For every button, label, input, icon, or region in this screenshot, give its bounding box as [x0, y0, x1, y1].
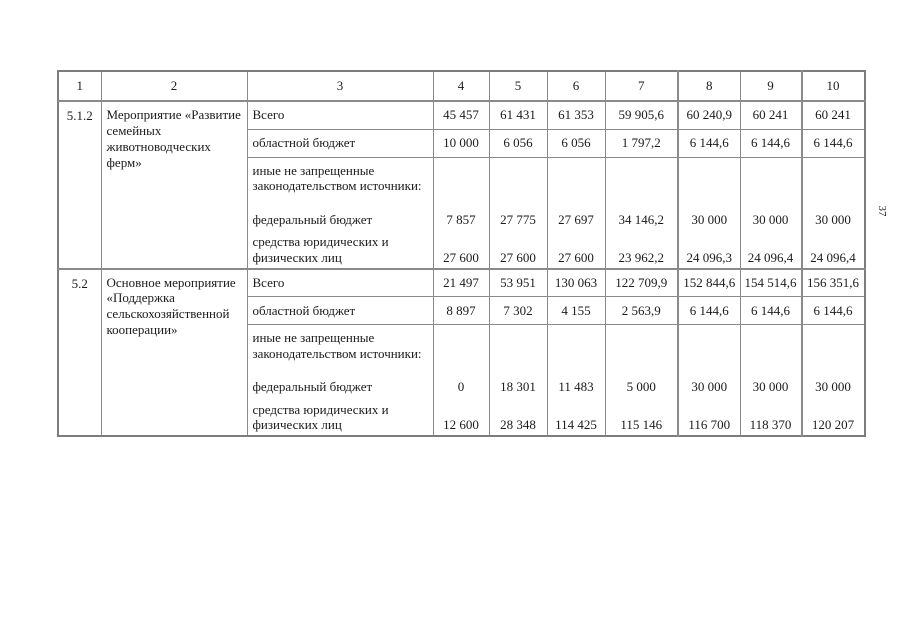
table-header-row — [58, 71, 865, 101]
value-cell: 59 905,6 — [605, 101, 678, 129]
value-cell: 61 353 — [547, 101, 605, 129]
value-cell — [740, 325, 802, 437]
other-sources-intro: иные не запрещенные законодательством источники: — [252, 162, 422, 194]
value-cell — [547, 325, 605, 437]
value-cell: 45 457 — [433, 101, 489, 129]
value-cell: 8 897 — [433, 297, 489, 325]
column-header-10: 10 — [802, 71, 865, 101]
value: 27 600 — [558, 249, 594, 265]
value-cell: 61 431 — [489, 101, 547, 129]
private-funds-label: средства юридических и физических лиц — [252, 234, 389, 265]
value: 12 600 — [443, 417, 479, 433]
value: 30 000 — [815, 379, 851, 394]
value: 30 000 — [691, 211, 728, 227]
value-cell: 156 351,6 — [802, 269, 865, 297]
value-cell — [678, 325, 740, 437]
value-cell — [605, 325, 678, 437]
value: 30 000 — [691, 379, 728, 394]
value: 30 000 — [815, 211, 851, 227]
value-cell: 6 144,6 — [678, 297, 740, 325]
value: 23 962,2 — [618, 249, 664, 265]
column-header-4: 4 — [433, 71, 489, 101]
page-number: 37 — [876, 205, 888, 217]
value-cell: 152 844,6 — [678, 269, 740, 297]
column-header-1: 1 — [58, 71, 101, 101]
value-cell: 60 241 — [740, 101, 802, 129]
value: 5 000 — [626, 379, 656, 394]
value: 24 096,3 — [686, 249, 732, 265]
source-label: областной бюджет — [247, 129, 433, 157]
value-cell: 10 000 — [433, 129, 489, 157]
value: 30 000 — [752, 211, 789, 227]
value-cell: 6 144,6 — [678, 129, 740, 157]
value-cell: 130 063 — [547, 269, 605, 297]
column-header-7: 7 — [605, 71, 678, 101]
value-cell — [802, 157, 865, 269]
value-cell: 1 797,2 — [605, 129, 678, 157]
budget-table — [57, 70, 866, 437]
other-sources-cell — [247, 157, 433, 269]
item-code: 5.2 — [58, 269, 101, 437]
value: 30 000 — [752, 379, 789, 394]
table-row — [58, 269, 865, 297]
federal-budget-label: федеральный бюджет — [252, 211, 373, 227]
column-header-3: 3 — [247, 71, 433, 101]
value-cell: 60 241 — [802, 101, 865, 129]
value-cell — [433, 325, 489, 437]
value-cell — [740, 157, 802, 269]
column-header-9: 9 — [740, 71, 802, 101]
value-cell — [547, 157, 605, 269]
value-cell — [489, 325, 547, 437]
federal-budget-label: федеральный бюджет — [252, 379, 373, 394]
value-cell: 6 144,6 — [802, 129, 865, 157]
other-sources-intro: иные не запрещенные законодательством источники: — [252, 330, 422, 361]
value-cell: 6 056 — [489, 129, 547, 157]
value-cell — [802, 325, 865, 437]
value: 7 857 — [446, 211, 476, 227]
value: 115 146 — [620, 417, 663, 433]
value: 28 348 — [500, 417, 536, 433]
value: 118 370 — [749, 417, 792, 433]
source-label: областной бюджет — [247, 297, 433, 325]
column-header-8: 8 — [678, 71, 740, 101]
value: 27 775 — [500, 211, 536, 227]
value-cell — [605, 157, 678, 269]
value-cell: 6 144,6 — [740, 297, 802, 325]
value-cell: 4 155 — [547, 297, 605, 325]
value: 27 600 — [500, 249, 536, 265]
other-sources-cell — [247, 325, 433, 437]
source-label: Всего — [247, 101, 433, 129]
value: 24 096,4 — [747, 249, 794, 265]
private-funds-label: средства юридических и физических лиц — [252, 401, 389, 433]
value-cell: 21 497 — [433, 269, 489, 297]
value-cell: 6 144,6 — [740, 129, 802, 157]
value: 116 700 — [688, 417, 731, 433]
item-name: Основное мероприятие «Поддержка сельскохозяйственной кооперации» — [101, 269, 247, 437]
item-code: 5.1.2 — [58, 101, 101, 269]
value: 18 301 — [500, 379, 536, 394]
column-header-5: 5 — [489, 71, 547, 101]
value-cell: 122 709,9 — [605, 269, 678, 297]
value: 0 — [457, 379, 465, 394]
value-cell: 154 514,6 — [740, 269, 802, 297]
item-name: Мероприятие «Развитие семейных животноводческих ферм» — [101, 101, 247, 269]
value-cell: 53 951 — [489, 269, 547, 297]
value-cell — [433, 157, 489, 269]
value: 34 146,2 — [618, 211, 664, 227]
value: 114 425 — [555, 417, 597, 433]
value: 24 096,4 — [810, 249, 856, 265]
value-cell: 6 144,6 — [802, 297, 865, 325]
column-header-2: 2 — [101, 71, 247, 101]
value-cell: 60 240,9 — [678, 101, 740, 129]
value: 27 600 — [443, 249, 479, 265]
value-cell — [678, 157, 740, 269]
value: 27 697 — [558, 211, 594, 227]
value-cell: 6 056 — [547, 129, 605, 157]
value: 11 483 — [558, 379, 594, 394]
value-cell: 2 563,9 — [605, 297, 678, 325]
value: 120 207 — [811, 417, 855, 433]
column-header-6: 6 — [547, 71, 605, 101]
source-label: Всего — [247, 269, 433, 297]
value-cell — [489, 157, 547, 269]
value-cell: 7 302 — [489, 297, 547, 325]
table-row — [58, 101, 865, 129]
